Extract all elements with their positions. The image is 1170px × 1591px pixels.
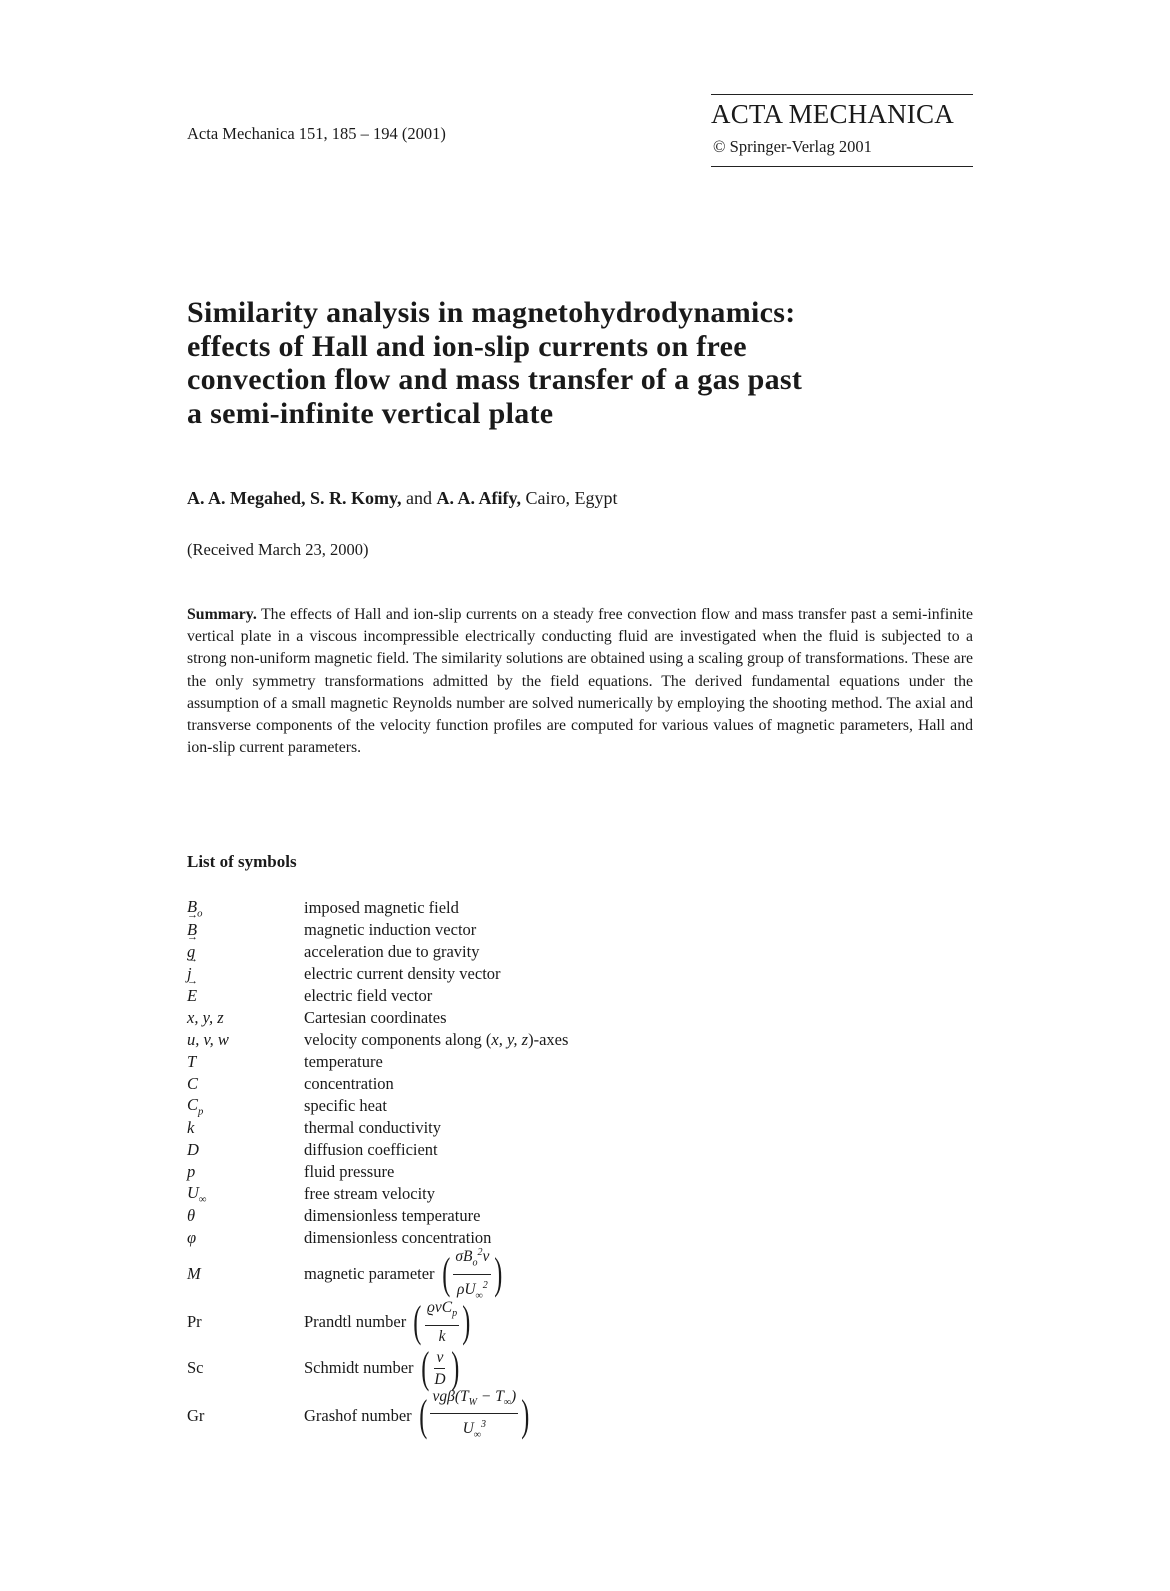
symbol-description: temperature	[304, 1052, 383, 1071]
symbol: C	[187, 1074, 199, 1093]
symbol-description: electric current density vector	[304, 964, 501, 983]
author-line	[187, 488, 618, 509]
symbol-description: velocity components along ( x, y, z )-axes	[304, 1030, 569, 1049]
symbol: θ	[187, 1206, 196, 1225]
right-paren: )	[462, 1297, 471, 1346]
symbol-description: Grashof number ( $\frac{\nu g\beta(T_W - T_\infty)}{U_\infty^3}$ )	[304, 1387, 533, 1444]
symbol: D	[187, 1140, 199, 1159]
symbol: Gr	[187, 1406, 205, 1425]
symbol-description: acceleration due to gravity	[304, 942, 480, 961]
masthead-top-rule	[711, 94, 973, 95]
symbol-row	[187, 1051, 887, 1073]
journal-masthead	[711, 94, 973, 167]
abstract-text: The effects of Hall and ion-slip currents on a steady free convection flow and mass transfer past a semi-infinite vertical plate in a viscous incompressible electrically conducting fluid are investigated when the fluid is subjected to a strong non-uniform magnetic field. The similarity solutions are obtained using a scaling group of transformations. These are the only symmetry transformations admitted by the field equations. The derived fundamental equations under the assumption of a small magnetic Reynolds number are solved numerically by employing the shooting method. The axial and transverse components of the velocity function profiles are computed for various values of magnetic parameters, Hall and ion-slip current parameters.	[187, 606, 973, 757]
symbol-description: magnetic parameter ( $\frac{\sigma B_o^2\nu}{\rho U_\infty^2}$ )	[304, 1243, 506, 1305]
publisher-copyright: © Springer-Verlag 2001	[713, 137, 872, 156]
symbol-description: magnetic induction vector	[304, 920, 477, 939]
schmidt-formula: $\frac{\nu}{D}$	[434, 1348, 446, 1388]
abstract-label: Summary.	[187, 606, 257, 623]
grashof-formula: $\frac{\nu g\beta(T_W - T_\infty)}{U_\infty^3}$	[432, 1388, 517, 1441]
title-line: a semi-infinite vertical plate	[187, 396, 554, 430]
symbol-row	[187, 963, 887, 985]
symbol-description: dimensionless concentration	[304, 1228, 492, 1247]
title-line: effects of Hall and ion-slip currents on free	[187, 329, 747, 363]
author-affiliation: Cairo, Egypt	[521, 488, 618, 508]
symbols-heading: List of symbols	[187, 852, 297, 871]
symbol: Pr	[187, 1312, 202, 1331]
symbol-row	[187, 1183, 887, 1205]
symbol-row	[187, 919, 887, 941]
symbol-row	[187, 1139, 887, 1161]
author-name-last: A. A. Afify,	[436, 488, 522, 508]
symbol-row	[187, 1299, 887, 1345]
symbol: → E	[187, 986, 304, 1006]
left-paren: (	[441, 1249, 451, 1298]
symbol: → j	[187, 964, 304, 984]
symbol: p	[187, 1162, 196, 1181]
symbol-row	[187, 1029, 887, 1051]
right-paren: )	[450, 1343, 459, 1392]
title-line: Similarity analysis in magnetohydrodynamics:	[187, 296, 796, 329]
symbol-description: Prandtl number ( $\frac{ϱ\nu C_p}{k}$ )	[304, 1297, 471, 1346]
left-paren: (	[419, 1391, 428, 1440]
symbol-row	[187, 1227, 887, 1249]
symbol-description: dimensionless temperature	[304, 1206, 481, 1225]
title-line: convection flow and mass transfer of a gas past	[187, 363, 803, 396]
journal-citation: Acta Mechanica 151, 185 – 194 (2001)	[187, 124, 446, 143]
symbol: → g	[187, 942, 304, 962]
magnetic-parameter-formula: $\frac{\sigma B_o^2\nu}{\rho U_\infty^2}$	[453, 1243, 491, 1305]
symbol-description: electric field vector	[304, 986, 433, 1005]
symbol: T	[187, 1052, 197, 1071]
symbol-row	[187, 1007, 887, 1029]
symbol-description: concentration	[304, 1074, 394, 1093]
left-paren: (	[420, 1343, 430, 1392]
abstract	[187, 604, 973, 759]
author-names: A. A. Megahed, S. R. Komy,	[187, 488, 402, 508]
symbol-row	[187, 985, 887, 1007]
author-conjunction: and	[401, 488, 437, 508]
symbol: → B	[187, 920, 304, 940]
left-paren: (	[413, 1297, 422, 1346]
masthead-bottom-rule	[711, 166, 973, 167]
received-date: (Received March 23, 2000)	[187, 540, 369, 559]
symbol: Sc	[187, 1358, 204, 1377]
symbol: k	[187, 1118, 195, 1137]
symbol-row	[187, 1345, 887, 1391]
symbol-row	[187, 1388, 887, 1441]
paper-title	[187, 296, 987, 430]
symbol-row	[187, 1095, 887, 1117]
symbol-description: Schmidt number ( $\frac{\nu}{D}$ )	[304, 1343, 459, 1392]
symbol-description: specific heat	[304, 1096, 387, 1115]
symbol-description: Cartesian coordinates	[304, 1008, 447, 1027]
prandtl-formula: $\frac{ϱ\nu C_p}{k}$	[426, 1299, 458, 1345]
journal-name: ACTA MECHANICA	[711, 99, 954, 129]
symbol-list	[187, 897, 887, 1441]
symbol: $B_o$	[187, 896, 203, 920]
symbol-description: free stream velocity	[304, 1184, 436, 1203]
symbol-description: diffusion coefficient	[304, 1140, 438, 1159]
symbol-row	[187, 1249, 887, 1299]
symbol-row	[187, 941, 887, 963]
symbol: $C_p$	[187, 1094, 204, 1118]
symbol: M	[187, 1264, 201, 1283]
symbol: x, y, z	[187, 1008, 224, 1027]
right-paren: )	[521, 1391, 530, 1440]
symbol-description: imposed magnetic field	[304, 898, 459, 917]
symbol-description: fluid pressure	[304, 1162, 395, 1181]
symbol-row	[187, 1161, 887, 1183]
symbol: $U_\infty$	[187, 1182, 207, 1206]
right-paren: )	[494, 1249, 503, 1298]
symbol: φ	[187, 1228, 197, 1247]
symbol-row	[187, 1117, 887, 1139]
symbol-description: thermal conductivity	[304, 1118, 442, 1137]
symbol-row	[187, 897, 887, 919]
symbol-row	[187, 1073, 887, 1095]
symbol-row	[187, 1205, 887, 1227]
symbol: u, v, w	[187, 1030, 229, 1049]
